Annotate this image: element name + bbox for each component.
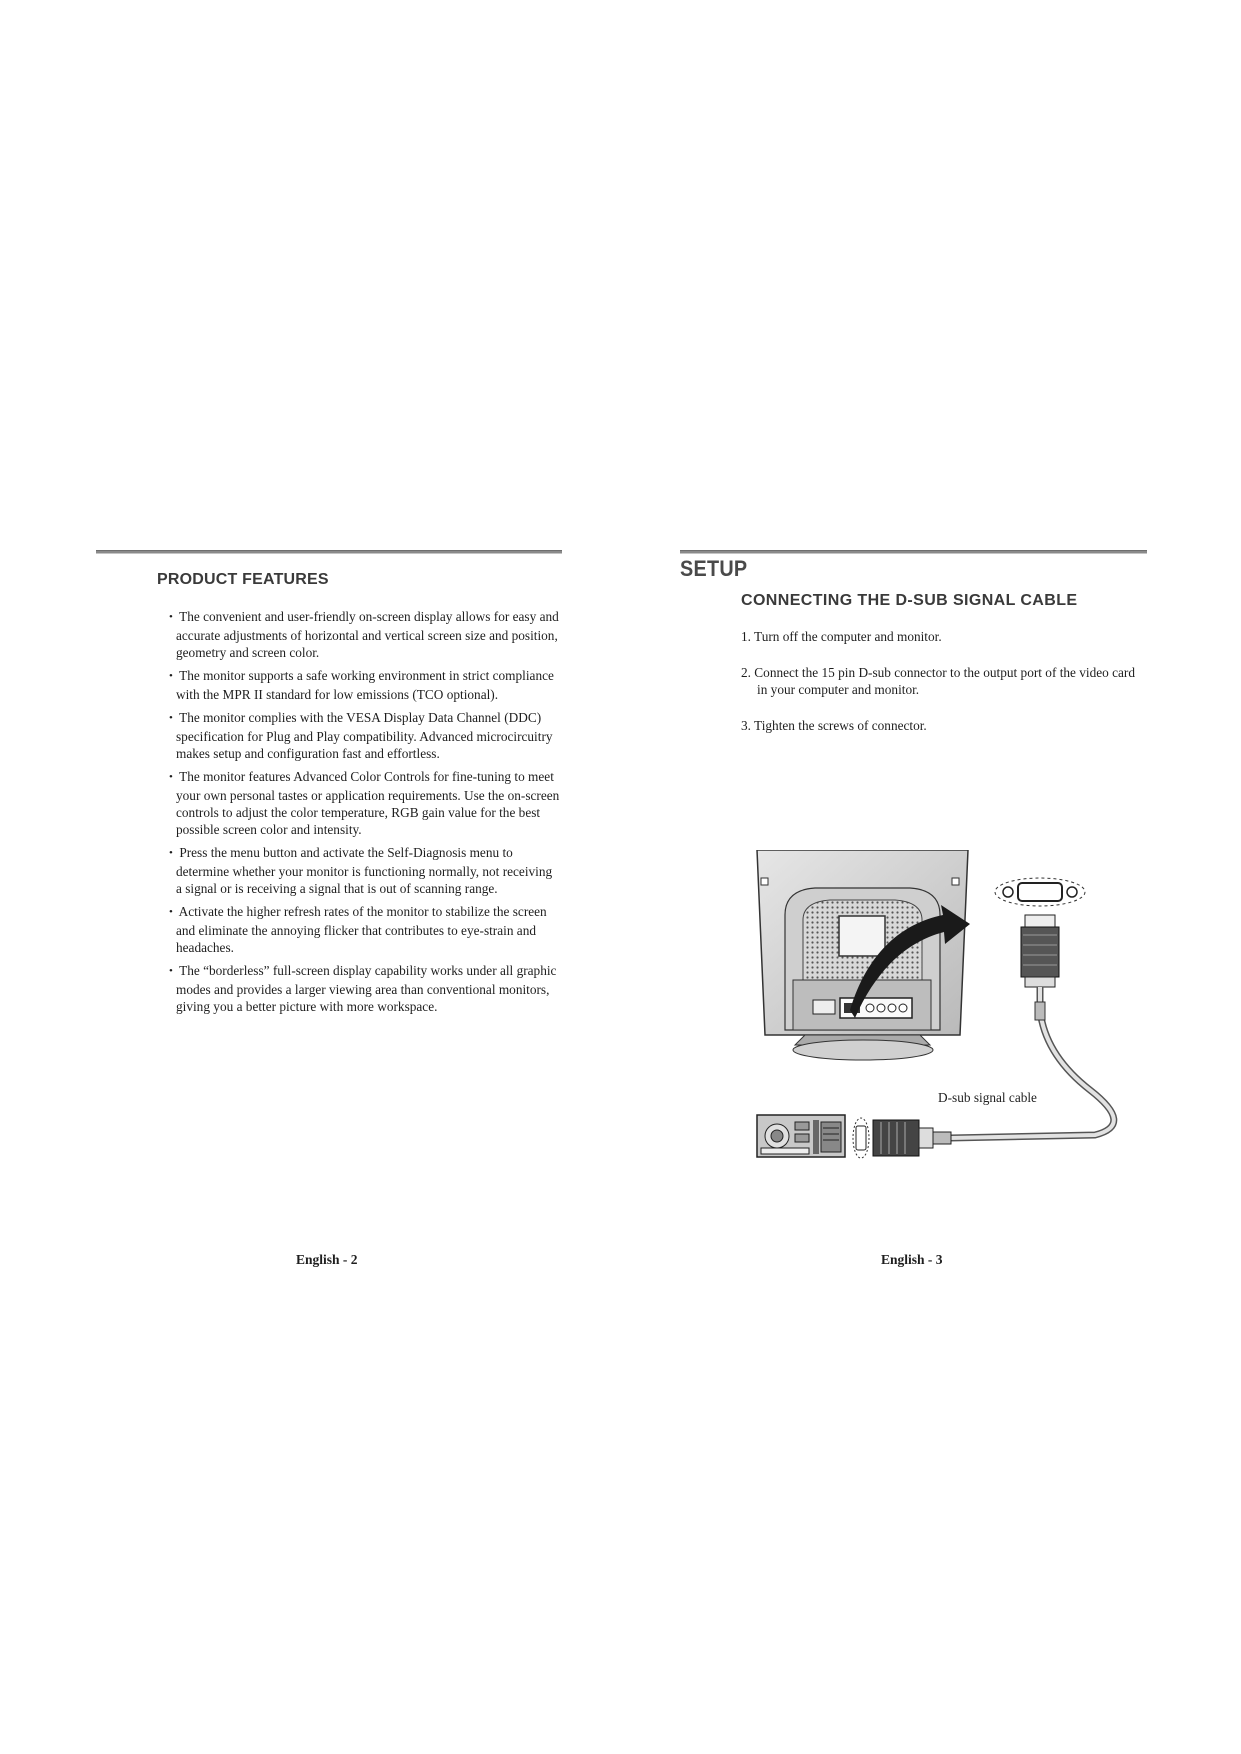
feature-item — [155, 903, 560, 956]
feature-item — [155, 608, 560, 661]
dsub-connection-illustration — [755, 850, 1150, 1172]
dsub-connector-computer — [853, 1118, 951, 1158]
feature-item — [155, 962, 560, 1015]
step-item: 1. Turn off the computer and monitor. — [741, 629, 942, 644]
features-list — [155, 608, 560, 1021]
feature-text: Activate the higher refresh rates of the monitor to stabilize the screen and eliminate the annoying flicker that contributes to eye-strain and headaches. — [176, 904, 547, 955]
feature-item — [155, 667, 560, 703]
bullet-icon: • — [169, 847, 173, 859]
feature-text: The convenient and user-friendly on-screen display allows for easy and accurate adjustments of horizontal and vertical screen size and position, geometry and screen color. — [176, 609, 559, 660]
setup-steps — [741, 628, 1141, 734]
feature-text: The monitor supports a safe working environment in strict compliance with the MPR II standard for low emissions (TCO optional). — [176, 668, 554, 702]
feature-text: The monitor complies with the VESA Display Data Channel (DDC) specification for Plug and Play compatibility. Advanced microcircuitry makes setup and configuration fast and effortless. — [176, 710, 553, 761]
bullet-icon: • — [169, 771, 173, 783]
dsub-cable-caption: D-sub signal cable — [938, 1090, 1037, 1105]
bullet-icon: • — [169, 611, 173, 623]
feature-item — [155, 844, 560, 897]
page-number-left: English - 2 — [296, 1252, 358, 1267]
dsub-cable-heading: CONNECTING THE D-SUB SIGNAL CABLE — [741, 592, 1078, 609]
signal-cable — [950, 987, 1114, 1138]
computer-rear — [757, 1115, 845, 1157]
bullet-icon: • — [169, 670, 173, 682]
right-header-rule — [680, 550, 1147, 554]
monitor-rear — [757, 850, 968, 1060]
feature-item — [155, 768, 560, 838]
product-features-heading: PRODUCT FEATURES — [157, 571, 329, 588]
feature-item — [155, 709, 560, 762]
dsub-connector-monitor — [995, 878, 1085, 987]
setup-heading: SETUP — [680, 556, 748, 581]
bullet-icon: • — [169, 906, 173, 918]
step-item: 2. Connect the 15 pin D-sub connector to the output port of the video card in your computer and monitor. — [741, 665, 1136, 697]
left-header-rule — [96, 550, 562, 554]
feature-text: The monitor features Advanced Color Controls for fine-tuning to meet your own personal tastes or application requirements. Use the on-screen controls to adjust the color temperature, RGB gain value for the best possible screen color and intensity. — [176, 769, 560, 837]
bullet-icon: • — [169, 965, 173, 977]
bullet-icon: • — [169, 712, 173, 724]
step-item: 3. Tighten the screws of connector. — [741, 718, 927, 733]
feature-text: Press the menu button and activate the Self-Diagnosis menu to determine whether your monitor is functioning normally, not receiving a signal or is receiving a signal that is out of scanning range. — [176, 845, 553, 896]
page-number-right: English - 3 — [881, 1252, 943, 1267]
feature-text: The “borderless” full-screen display capability works under all graphic modes and provides a larger viewing area than conventional monitors, giving you a better picture with more workspace. — [176, 963, 557, 1014]
